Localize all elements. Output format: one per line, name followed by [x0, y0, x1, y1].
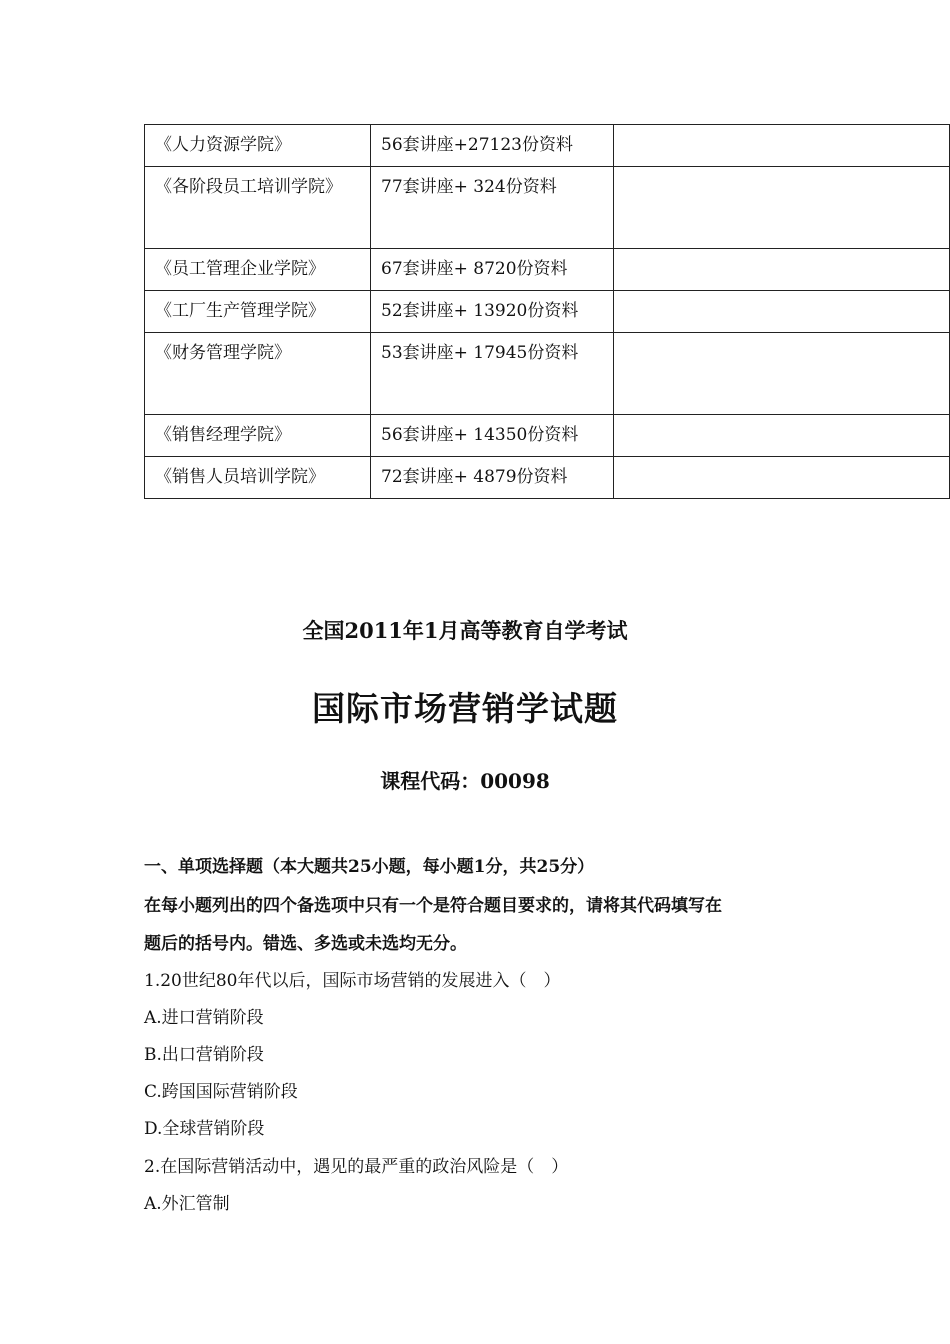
- table-cell-name: 《财务管理学院》: [145, 333, 371, 415]
- table-row: [145, 167, 950, 249]
- table-row: [145, 457, 950, 499]
- table-row: [145, 333, 950, 415]
- table-row: [145, 125, 950, 167]
- table-cell-content: 77套讲座+ 324份资料: [371, 167, 614, 249]
- table-cell-name: 《人力资源学院》: [145, 125, 371, 167]
- table-cell-content: 52套讲座+ 13920份资料: [371, 291, 614, 333]
- exam-title: 全国2011年1月高等教育自学考试: [302, 618, 628, 643]
- question-option: B.出口营销阶段: [144, 1045, 264, 1065]
- table-cell-name: 《工厂生产管理学院》: [145, 291, 371, 333]
- table-row: [145, 415, 950, 457]
- table-cell-note: [614, 291, 950, 333]
- question-stem: 2.在国际营销活动中，遇见的最严重的政治风险是（ ）: [144, 1157, 569, 1177]
- course-code: 课程代码：00098: [380, 769, 550, 793]
- table-cell-content: 67套讲座+ 8720份资料: [371, 249, 614, 291]
- table-cell-note: [614, 167, 950, 249]
- question-option: A.外汇管制: [144, 1194, 230, 1214]
- section-instruction: 题后的括号内。错选、多选或未选均无分。: [144, 934, 467, 954]
- question-option: D.全球营销阶段: [144, 1119, 265, 1139]
- table-cell-name: 《员工管理企业学院》: [145, 249, 371, 291]
- table-cell-note: [614, 415, 950, 457]
- table-cell-name: 《销售经理学院》: [145, 415, 371, 457]
- table-cell-note: [614, 457, 950, 499]
- question-stem: 1.20世纪80年代以后，国际市场营销的发展进入（ ）: [144, 971, 561, 991]
- table-row: [145, 291, 950, 333]
- question-option: C.跨国国际营销阶段: [144, 1082, 298, 1102]
- table-cell-content: 53套讲座+ 17945份资料: [371, 333, 614, 415]
- table-cell-note: [614, 333, 950, 415]
- table-cell-name: 《各阶段员工培训学院》: [145, 167, 371, 249]
- course-table: [144, 124, 950, 499]
- table-cell-content: 72套讲座+ 4879份资料: [371, 457, 614, 499]
- table-cell-content: 56套讲座+27123份资料: [371, 125, 614, 167]
- table-cell-name: 《销售人员培训学院》: [145, 457, 371, 499]
- table-cell-note: [614, 249, 950, 291]
- question-option: A.进口营销阶段: [144, 1008, 264, 1028]
- section-instruction: 在每小题列出的四个备选项中只有一个是符合题目要求的，请将其代码填写在: [144, 896, 722, 916]
- table-cell-content: 56套讲座+ 14350份资料: [371, 415, 614, 457]
- table-row: [145, 249, 950, 291]
- table-cell-note: [614, 125, 950, 167]
- paper-title: 国际市场营销学试题: [312, 689, 618, 728]
- section-heading: 一、单项选择题（本大题共25小题，每小题1分，共25分）: [144, 857, 595, 877]
